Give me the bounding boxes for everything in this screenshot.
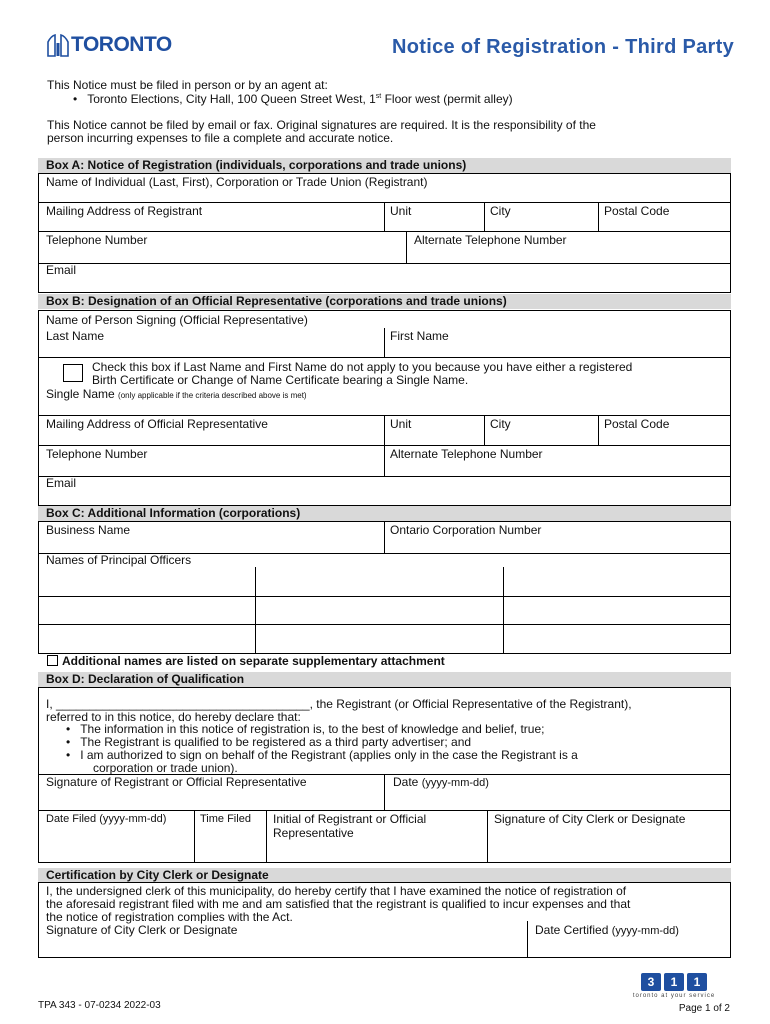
intro-bullet-sup: st <box>375 93 382 100</box>
form-code: TPA 343 - 07-0234 2022-03 <box>38 1000 161 1011</box>
intro-paragraph-1: This Notice cannot be filed by email or fax. Original signatures are required. It is the responsibility of the <box>47 118 596 132</box>
attachment-label: Additional names are listed on separate supplementary attachment <box>62 654 445 668</box>
declaration-date-format: (yyyy-mm-dd) <box>421 777 489 789</box>
principal-officers-label: Names of Principal Officers <box>46 553 192 567</box>
registrant-alt-phone-label[interactable]: Alternate Telephone Number <box>414 233 567 247</box>
initial-label-2: Representative <box>273 826 354 840</box>
digit-three: 3 <box>641 973 661 991</box>
single-name-text: Single Name <box>46 387 115 401</box>
city-hall-icon <box>47 33 69 57</box>
digits-311 <box>624 973 724 991</box>
rep-last-name-label[interactable]: Last Name <box>46 329 105 343</box>
digit-one: 1 <box>687 973 707 991</box>
rep-email-label[interactable]: Email <box>46 476 77 490</box>
box-b <box>38 310 731 506</box>
declarant-name-blank[interactable]: I, ______________________________________ <box>46 697 310 711</box>
declaration-bullet-text: I am authorized to sign on behalf of the Registrant (applies only in the case the Registrant is a <box>80 748 578 762</box>
registrant-postal-label[interactable]: Postal Code <box>604 204 670 218</box>
registrant-mailing-label[interactable]: Mailing Address of Registrant <box>46 204 203 218</box>
box-d-heading: Box D: Declaration of Qualification <box>38 672 731 687</box>
rep-phone-label[interactable]: Telephone Number <box>46 447 148 461</box>
cert-heading: Certification by City Clerk or Designate <box>38 868 731 883</box>
logo-311 <box>624 973 724 999</box>
rep-mailing-label[interactable]: Mailing Address of Official Representative <box>46 417 268 431</box>
tagline-311: toronto at your service <box>632 993 716 999</box>
declaration-date-label[interactable] <box>393 775 489 790</box>
attachment-checkbox-icon[interactable] <box>47 655 58 666</box>
box-b-heading: Box B: Designation of an Official Representative (corporations and trade unions) <box>38 294 731 309</box>
declaration-bullet-text: The information in this notice of registration is, to the best of knowledge and belief, true; <box>80 722 545 736</box>
digit-one: 1 <box>664 973 684 991</box>
logo-text: TORONTO <box>71 33 172 56</box>
single-name-check-text-1: Check this box if Last Name and First Name do not apply to you because you have either a registered <box>92 360 633 374</box>
registrant-phone-label[interactable]: Telephone Number <box>46 233 148 247</box>
initial-label-1[interactable]: Initial of Registrant or Official <box>273 812 427 826</box>
declaration-line-1-text: , the Registrant (or Official Representative of the Registrant), <box>309 697 632 711</box>
attachment-option[interactable] <box>47 654 445 668</box>
declaration-bullets <box>66 723 578 775</box>
declaration-bullet: • I am authorized to sign on behalf of the Registrant (applies only in the case the Registrant is a <box>66 748 578 762</box>
declaration-bullet-text: The Registrant is qualified to be registered as a third party advertiser; and <box>80 735 472 749</box>
box-a-heading: Box A: Notice of Registration (individuals, corporations and trade unions) <box>38 158 731 173</box>
officer-cell[interactable] <box>39 567 255 596</box>
single-name-note: (only applicable if the criteria described above is met) <box>118 391 307 400</box>
rep-single-name-label[interactable] <box>46 387 307 403</box>
cert-date-format: (yyyy-mm-dd) <box>611 925 679 937</box>
toronto-logo <box>47 32 172 58</box>
rep-postal-label[interactable]: Postal Code <box>604 417 670 431</box>
rep-first-name-label[interactable]: First Name <box>390 329 449 343</box>
cert-line-1: I, the undersigned clerk of this municipality, do hereby certify that I have examined the notice of registration of <box>46 884 627 898</box>
cert-date-text: Date Certified <box>535 923 609 937</box>
registrant-unit-label[interactable]: Unit <box>390 204 412 218</box>
rep-alt-phone-label[interactable]: Alternate Telephone Number <box>390 447 543 461</box>
form-title: Notice of Registration - Third Party <box>392 36 734 58</box>
officer-cell[interactable] <box>504 567 730 596</box>
declaration-bullet: • The information in this notice of registration is, to the best of knowledge and belief, true; <box>66 722 545 736</box>
single-name-check-text-2: Birth Certificate or Change of Name Certificate bearing a Single Name. <box>92 373 469 387</box>
intro-line: This Notice must be filed in person or by an agent at: <box>47 78 328 92</box>
box-c-heading: Box C: Additional Information (corporations) <box>38 506 731 521</box>
box-c <box>38 521 731 654</box>
time-filed-label[interactable]: Time Filed <box>200 813 251 825</box>
registrant-name-label: Name of Individual (Last, First), Corporation or Trade Union (Registrant) <box>46 175 428 189</box>
registrant-signature-label[interactable]: Signature of Registrant or Official Representative <box>46 775 307 789</box>
intro-paragraph-2: person incurring expenses to file a complete and accurate notice. <box>47 131 394 145</box>
ontario-corp-number-label[interactable]: Ontario Corporation Number <box>390 523 542 537</box>
date-filed-label[interactable]: Date Filed (yyyy-mm-dd) <box>46 813 167 825</box>
page-number: Page 1 of 2 <box>678 1003 730 1014</box>
cert-box <box>38 882 731 958</box>
declaration-line-1 <box>46 697 632 711</box>
rep-name-label: Name of Person Signing (Official Representative) <box>46 313 308 327</box>
box-a <box>38 173 731 293</box>
declaration-bullet-cont: corporation or trade union). <box>93 761 238 775</box>
registrant-email-label[interactable]: Email <box>46 263 77 277</box>
intro-bullet: • Toronto Elections, City Hall, 100 Queen Street West, 1st Floor west (permit alley) <box>73 92 513 106</box>
intro-bullet-tail: Floor west (permit alley) <box>381 92 513 106</box>
clerk-signature-label[interactable]: Signature of City Clerk or Designate <box>494 812 686 826</box>
intro-bullet-text: Toronto Elections, City Hall, 100 Queen Street West, 1 <box>87 92 376 106</box>
declaration-line-2: referred to in this notice, do hereby declare that: <box>46 710 301 724</box>
registrant-city-label[interactable]: City <box>490 204 511 218</box>
cert-line-3: the notice of registration complies with the Act. <box>46 910 293 924</box>
rep-unit-label[interactable]: Unit <box>390 417 412 431</box>
single-name-checkbox[interactable] <box>63 364 83 382</box>
declaration-date-text: Date <box>393 775 419 789</box>
cert-signature-label[interactable]: Signature of City Clerk or Designate <box>46 923 238 937</box>
declaration-bullet: • The Registrant is qualified to be registered as a third party advertiser; and <box>66 735 472 749</box>
business-name-label[interactable]: Business Name <box>46 523 131 537</box>
cert-date-label[interactable] <box>535 923 679 938</box>
cert-line-2: the aforesaid registrant filed with me and am satisfied that the registrant is qualified to incur expenses and that <box>46 897 631 911</box>
box-d <box>38 687 731 863</box>
rep-city-label[interactable]: City <box>490 417 511 431</box>
officer-cell[interactable] <box>256 567 503 596</box>
